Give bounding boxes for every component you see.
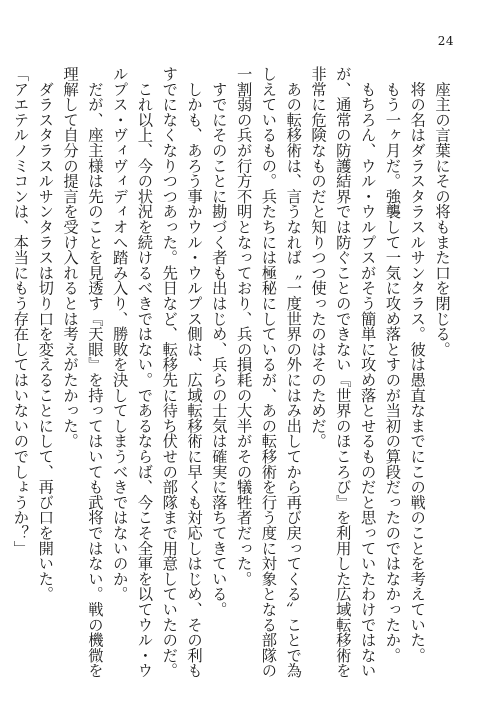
text-line: もう一ヶ月だ。強襲して一気に攻め落とすのが当初の算段だったのではなかったか。 — [383, 66, 402, 663]
text-line: すでになくなりつつあった。先日など、転移先に待ち伏せの部隊まで用意していたのだ。 — [160, 66, 179, 678]
text-line: あの転移術は、言うなれば〝一度世界の外にはみ出してから再び戻ってくる〟ことで為 — [284, 66, 303, 678]
text-line: 「アエテルノミコンは、本当にもう存在してはいないのでしょうか？」 — [11, 66, 30, 556]
text-line: ダラスタラスルサンタラスは切り口を変えることにして、再び口を開いた。 — [36, 66, 55, 602]
text-line: しかも、あろう事かウル・ウルプス側は、広域転移術に早くも対応しはじめ、その利も — [185, 66, 204, 678]
text-line: 理解して自分の提言を受け入れるとは考えがたかった。 — [61, 66, 80, 449]
text-line: 座主の言葉にその将もまた口を閉じる。 — [433, 66, 451, 357]
body-text — [11, 66, 454, 678]
text-line: ルプス・ヴィヴィディオへ踏み入り、勝敗を決してしまうべきではないのか。 — [110, 66, 129, 602]
text-line: 一割弱の兵が行方不明となっており、兵の損耗の大半がその犠牲者だった。 — [234, 66, 253, 587]
text-line: すでにそのことに勘づく者も出はじめ、兵らの士気は確実に落ちてきている。 — [209, 66, 228, 617]
text-line: 将の名はダラスタラスルサンタラス。彼は愚直なまでにこの戦のことを考えていた。 — [408, 66, 427, 663]
text-line: 非常に危険なものだと知りつつ使ったのはそのためだ。 — [309, 66, 328, 449]
text-line: もちろん、ウル・ウルプスがそう簡単に攻め落とせるものだと思っていたわけではない — [358, 66, 377, 678]
text-line: が、通常の防護結界では防ぐことのできない『世界のほころび』を利用した広域転移術を — [333, 66, 352, 678]
page-number: 24 — [437, 34, 454, 48]
text-line: これ以上、今の状況を続けるべきではない。であるならば、今こそ全軍を以てウル・ウ — [135, 66, 154, 678]
text-line: だが、座主様は先のことを見透す『天眼』を持ってはいても武将ではない。戦の機微を — [85, 66, 104, 678]
text-line: しえているもの。兵たちには極秘にしているが、あの転移術を行う度に対象となる部隊の — [259, 66, 278, 678]
